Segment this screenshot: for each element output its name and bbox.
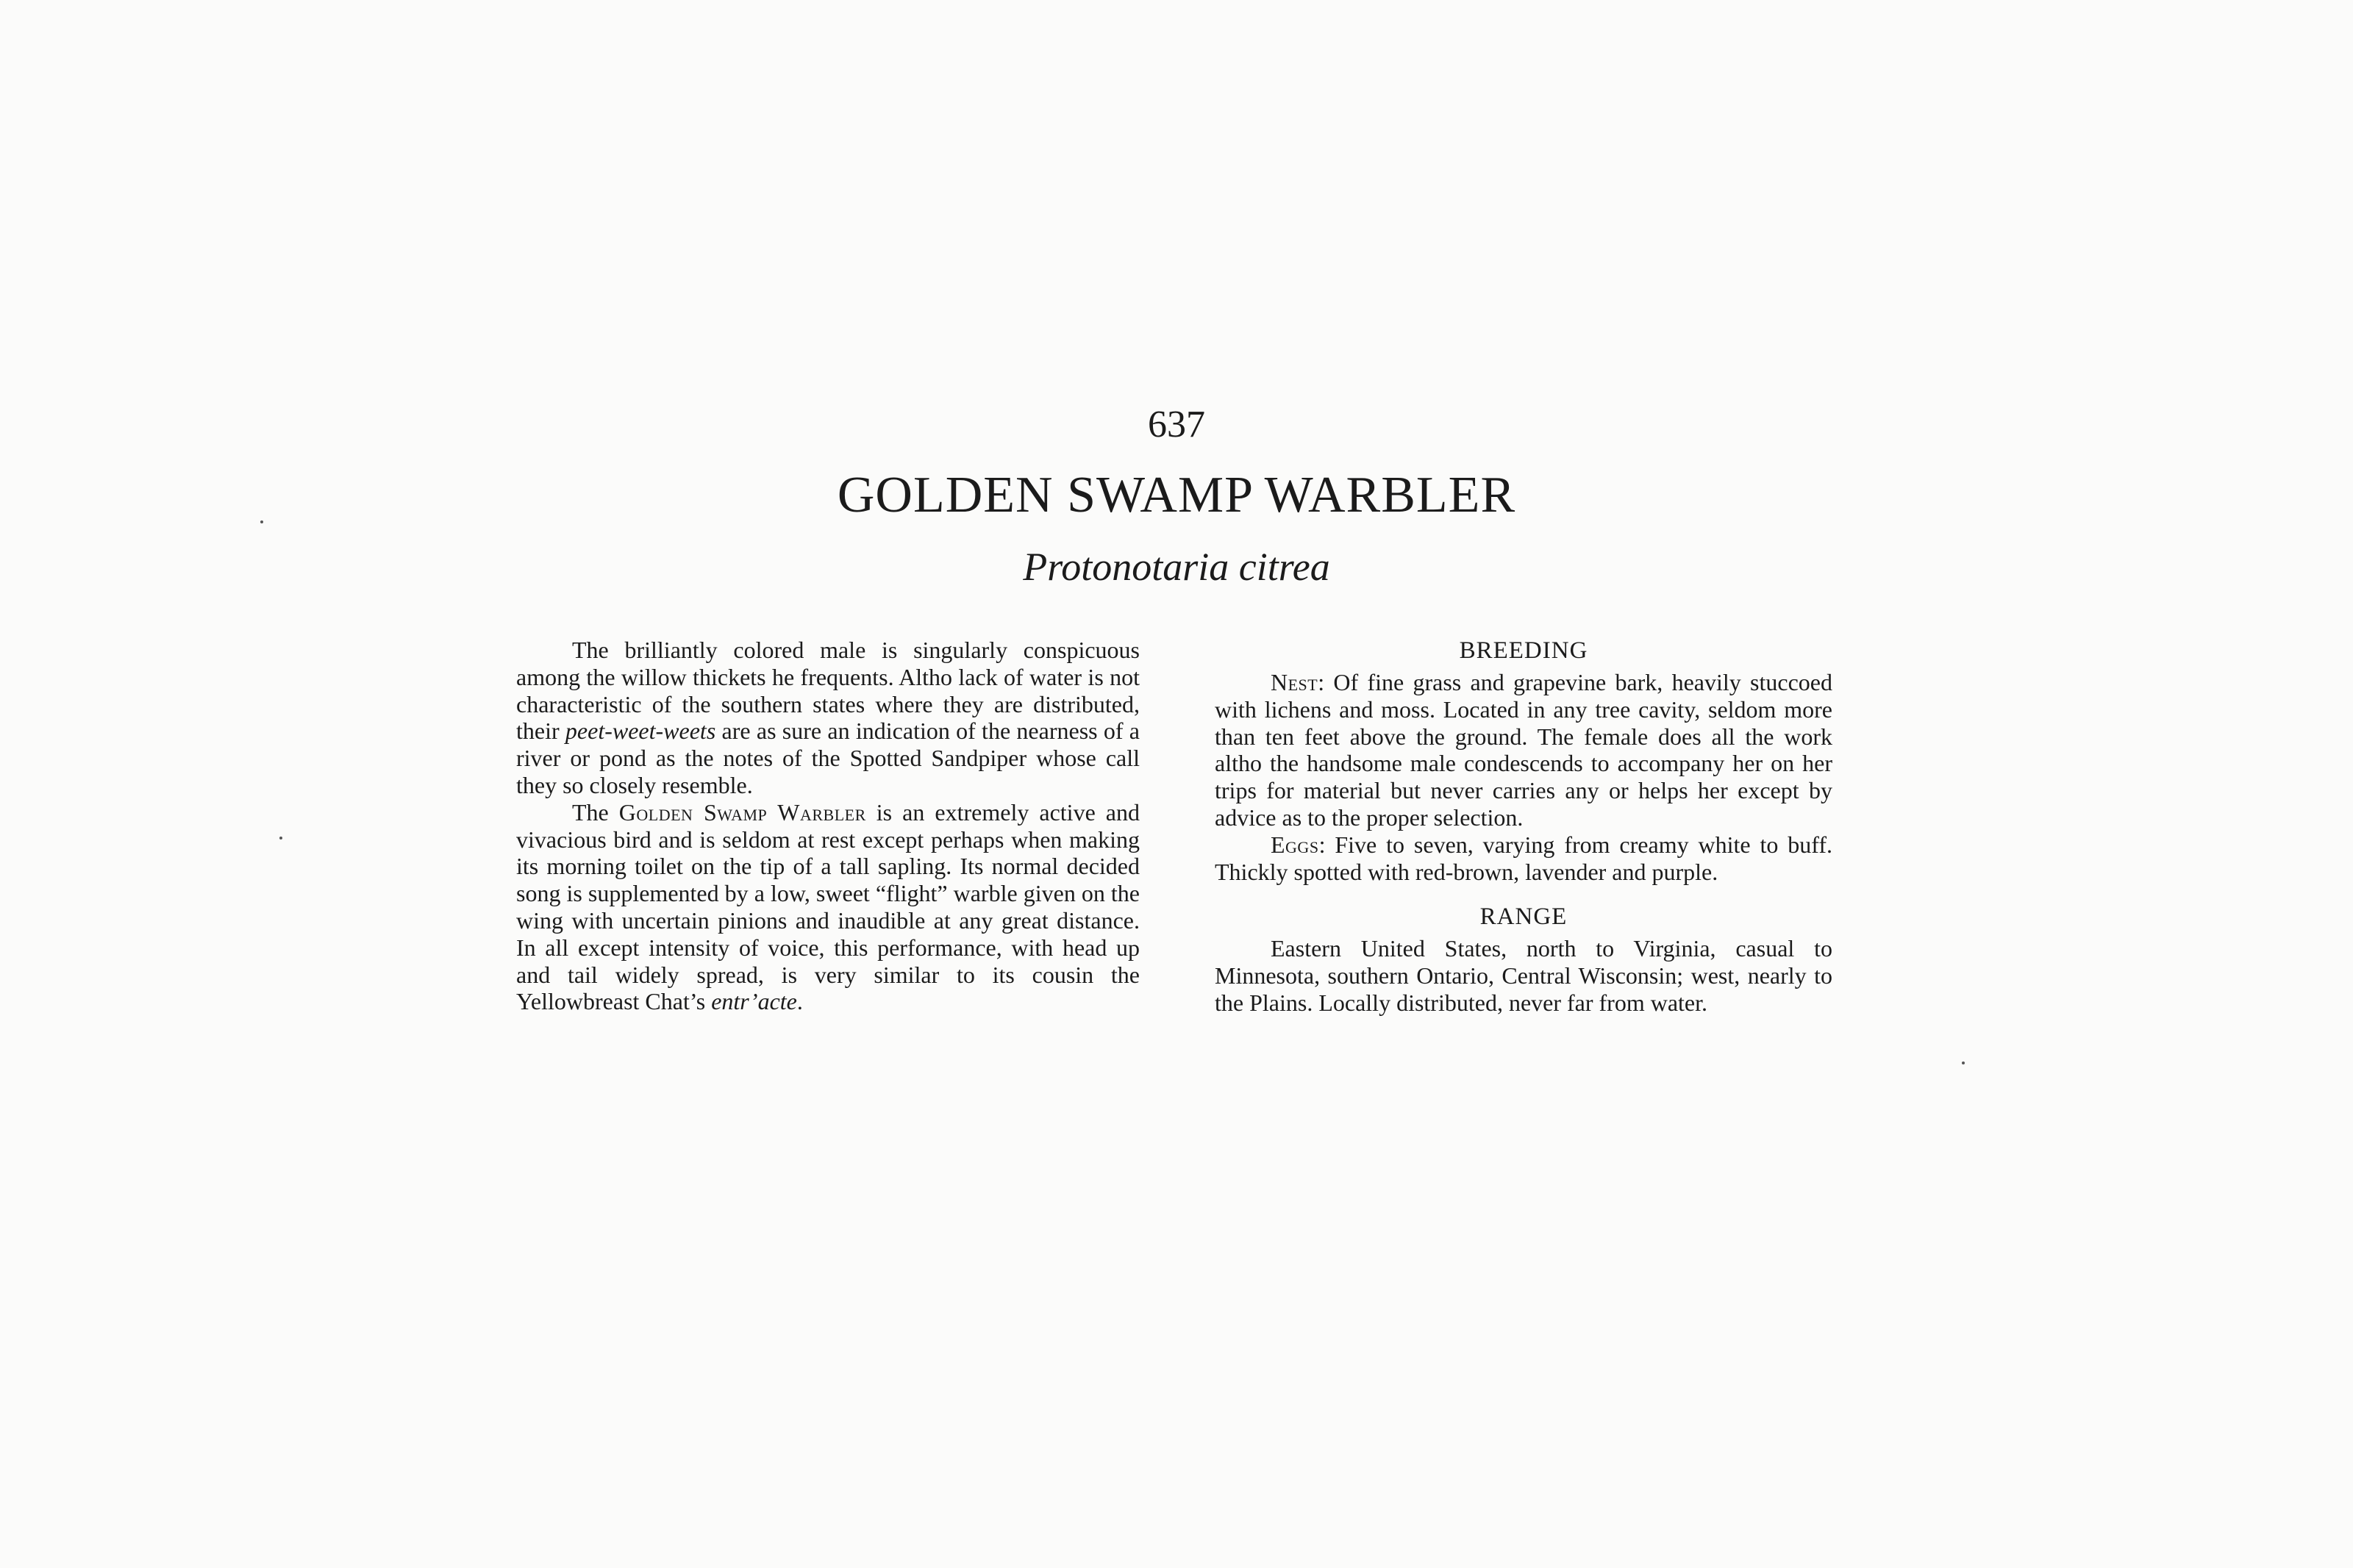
breeding-heading: BREEDING bbox=[1459, 637, 1588, 664]
entracte-italic: entr’acte bbox=[711, 988, 797, 1015]
scan-speck bbox=[260, 520, 263, 523]
description-paragraph-2 bbox=[516, 799, 1140, 1015]
description-p2-text-a: The bbox=[572, 798, 619, 826]
scan-speck bbox=[1962, 1062, 1965, 1064]
bird-name-smallcaps: Golden Swamp Warbler bbox=[618, 798, 866, 826]
call-phrase: peet-weet-weets bbox=[565, 717, 716, 745]
page-title: GOLDEN SWAMP WARBLER bbox=[837, 467, 1516, 523]
breeding-range-column bbox=[1215, 637, 1832, 1017]
description-column bbox=[516, 637, 1140, 1015]
nest-label: Nest bbox=[1271, 669, 1318, 695]
range-paragraph: Eastern United States, north to Virginia, casual to Minnesota, southern Ontario, Central Wisconsin; west, nearly to the Plains. Locally distributed, never far from water. bbox=[1215, 935, 1832, 1016]
page-number: 637 bbox=[1148, 404, 1205, 445]
range-heading: RANGE bbox=[1479, 903, 1568, 931]
description-p2-end: . bbox=[796, 988, 803, 1015]
scan-speck bbox=[279, 837, 282, 840]
description-paragraph-1 bbox=[516, 637, 1140, 799]
eggs-text: : Five to seven, varying from creamy white to buff. Thickly spotted with red-brown, lavender and purple. bbox=[1215, 831, 1832, 885]
description-p2-text-b: is an extremely active and vivacious bird and is seldom at rest except perhaps when making its morning toilet on the tip of a tall sapling. Its normal decided song is supplemented by a low, sweet “flight” warble given on the wing with uncertain pinions and inaudible at any great distance. In all except intensity of voice, this performance, with head up and tail widely spread, is very similar to its cousin the Yellowbreast Chat’s bbox=[516, 798, 1140, 1015]
scientific-name: Protonotaria citrea bbox=[1023, 545, 1330, 589]
nest-paragraph bbox=[1215, 669, 1832, 831]
eggs-paragraph bbox=[1215, 831, 1832, 886]
description-p1-text-a: The brilliantly colored male is singularly conspicuous among the willow thickets he frequents. Altho lack of water is not characteristic of the southern states where they are distributed, their bbox=[516, 637, 1140, 745]
nest-text: : Of fine grass and grapevine bark, heavily stuccoed with lichens and moss. Located in any tree cavity, seldom more than ten feet above the ground. The female does all the work altho the handsome male condescends to accompany her on her trips for material but never carries any or helps her except by advice as to the proper selection. bbox=[1215, 669, 1832, 831]
eggs-label: Eggs bbox=[1271, 831, 1319, 858]
description-p1-text-b: are as sure an indication of the nearness of a river or pond as the notes of the Spotted Sandpiper whose call they so closely resemble. bbox=[516, 717, 1140, 798]
